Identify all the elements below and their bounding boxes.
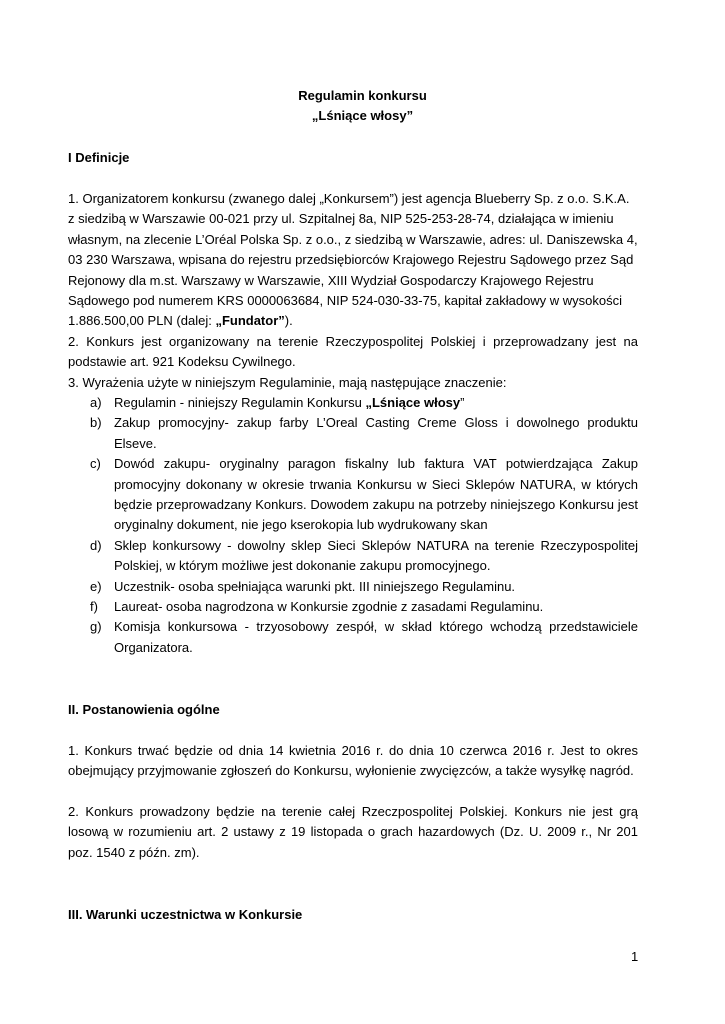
definition-paragraph-2: 2. Konkurs jest organizowany na terenie Rzeczypospolitej Polskiej i przeprowadzany jest na podstawie art. 921 Kodeksu Cywilnego.	[68, 334, 638, 370]
general-paragraph-1: 1. Konkurs trwać będzie od dnia 14 kwietnia 2016 r. do dnia 10 czerwca 2016 r. Jest to okres obejmujący przyjmowanie zgłoszeń do Konkursu, wyłonienie zwycięzców, a także wysyłkę nagród.	[68, 743, 638, 779]
document-title: Regulamin konkursu	[298, 88, 427, 103]
list-item: c) Dowód zakupu- oryginalny paragon fiskalny lub faktura VAT potwierdzająca Zakup promocyjny dokonany w okresie trwania Konkursu w Sieci Sklepów NATURA, w których będzie przeprowadzany Konkurs. Dowodem zakupu na potrzeby niniejszego Konkursu jest oryginalny dokument, nie jego kserokopia lub wydrukowany skan	[90, 456, 638, 533]
list-item: d) Sklep konkursowy - dowolny sklep Sieci Sklepów NATURA na terenie Rzeczypospolitej Polskiej, w którym możliwe jest dokonanie zakupu promocyjnego.	[90, 537, 638, 574]
list-marker: a)	[90, 395, 102, 410]
organizer-text-end: ).	[284, 313, 293, 329]
section-heading-participation: III. Warunki uczestnictwa w Konkursie	[68, 907, 303, 922]
list-item: f) Laureat- osoba nagrodzona w Konkursie zgodnie z zasadami Regulaminu.	[68, 597, 638, 617]
fundator-label: „Fundator”	[215, 313, 285, 329]
contest-name: „Lśniące włosy”	[311, 108, 414, 123]
list-marker: f)	[90, 599, 98, 615]
list-item: e) Uczestnik- osoba spełniająca warunki pkt. III niniejszego Regulaminu.	[68, 577, 638, 597]
list-item: a) Regulamin - niniejszy Regulamin Konkursu „Lśniące włosy”	[68, 393, 638, 413]
list-marker: g)	[90, 619, 102, 635]
list-marker: e)	[90, 578, 102, 594]
page-number: 1	[631, 949, 639, 964]
general-paragraph-2: 2. Konkurs prowadzony będzie na terenie całej Rzeczpospolitej Polskiej. Konkurs nie jest grą losową w rozumieniu art. 2 ustawy z 19 listopada o grach hazardowych (Dz. U. 2009 r., Nr 201 poz. 1540 z późn. zm).	[68, 804, 638, 860]
list-marker: b)	[90, 415, 102, 431]
list-marker: d)	[90, 537, 102, 553]
organizer-text: 1. Organizatorem konkursu (zwanego dalej „Konkursem”) jest agencja Blueberry Sp. z o.o. S.K.A. z siedzibą w Warszawie 00-021 przy ul. Szpitalnej 8a, NIP 525-253-28-74, działająca w imieniu własnym, na zlecenie L’Oréal Polska Sp. z o.o., z siedzibą w Warszawie, adres: ul. Daniszewska 4, 03 230 Warszawa, wpisana do rejestru przedsiębiorców Krajowego Rejestru Sądowego przez Sąd Rejonowy dla m.st. Warszawy w Warszawie, XIII Wydział Gospodarczy Krajowego Rejestru Sądowego pod numerem KRS 0000063684, NIP 524-030-33-75, kapitał zakładowy w wysokości 1.886.500,00 PLN (dalej:	[68, 191, 638, 329]
section-heading-definitions: I Definicje	[68, 150, 130, 165]
definitions-list	[68, 393, 638, 658]
list-item: g) Komisja konkursowa - trzyosobowy zespół, w skład którego wchodzą przedstawiciele Organizatora.	[90, 619, 638, 655]
definition-paragraph-1	[68, 189, 638, 332]
list-item: b) Zakup promocyjny- zakup farby L’Oreal Casting Creme Gloss i dowolnego produktu Elseve.	[90, 415, 638, 451]
list-marker: c)	[90, 456, 101, 472]
contest-name-bold: „Lśniące włosy	[365, 395, 461, 410]
section-heading-general-provisions: II. Postanowienia ogólne	[68, 702, 220, 717]
definition-paragraph-3: 3. Wyrażenia użyte w niniejszym Regulaminie, mają następujące znaczenie:	[68, 375, 507, 390]
